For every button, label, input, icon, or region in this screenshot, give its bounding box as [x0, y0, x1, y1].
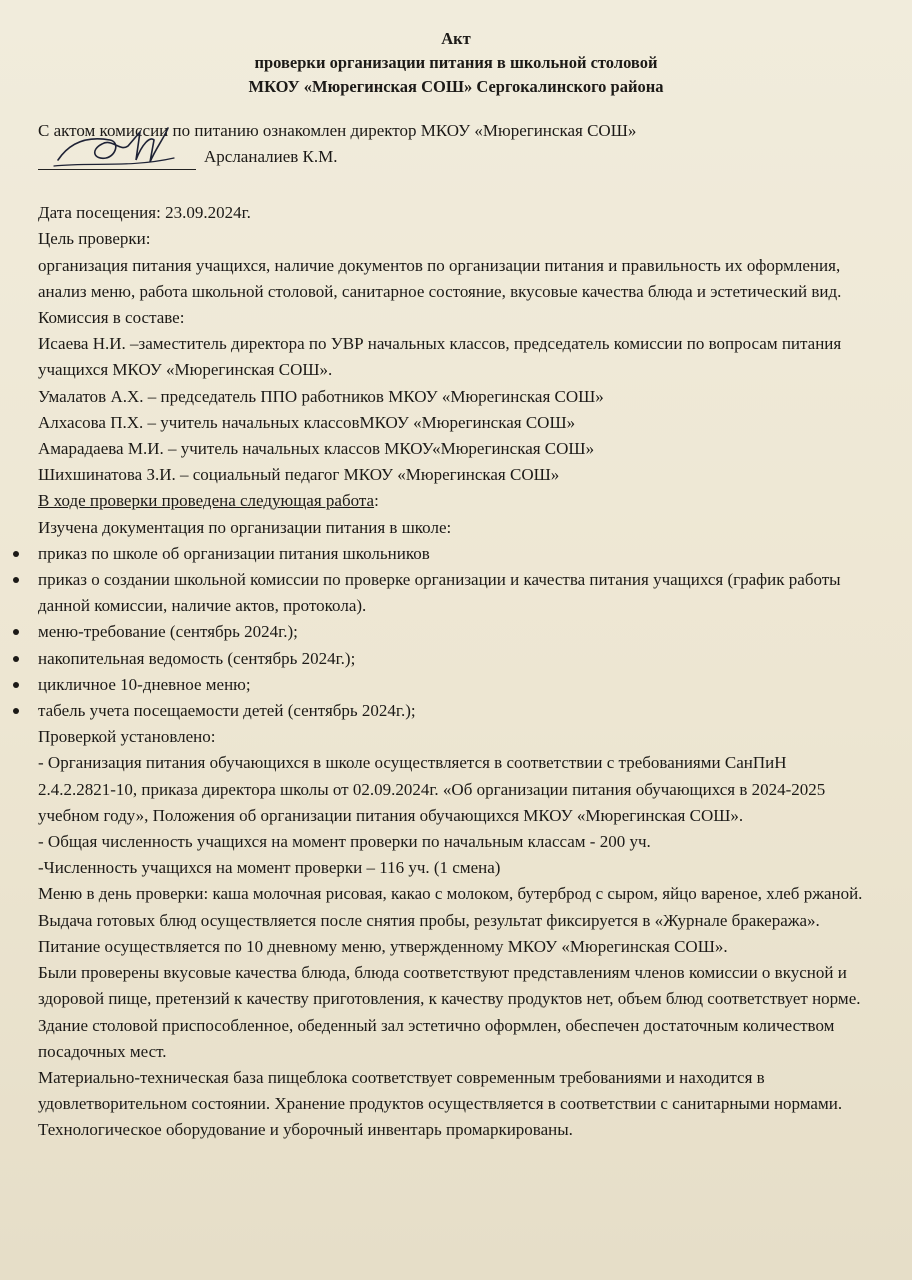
visit-date: Дата посещения: 23.09.2024г. — [38, 203, 251, 223]
documents-list — [38, 541, 868, 724]
finding-paragraph: - Общая численность учащихся на момент проверки по начальным классам - 200 уч. — [38, 832, 651, 852]
finding-paragraph: -Численность учащихся на момент проверки – 116 уч. (1 смена) — [38, 858, 501, 878]
acknowledgement-text: С актом комиссии по питанию ознакомлен директор МКОУ «Мюрегинская СОШ» — [38, 121, 637, 140]
commission-label: Комиссия в составе: — [38, 308, 185, 328]
bullet-icon — [13, 551, 19, 557]
docs-label: Изучена документация по организации питания в школе: — [38, 517, 452, 537]
list-item: табель учета посещаемости детей (сентябрь 2024г.); — [38, 698, 868, 724]
director-name: Арсланалиев К.М. — [204, 147, 338, 167]
finding-paragraph: Меню в день проверки: каша молочная рисовая, какао с молоком, бутерброд с сыром, яйцо вареное, хлеб ржаной. — [38, 884, 863, 904]
list-item: меню-требование (сентябрь 2024г.); — [38, 619, 868, 645]
list-item: накопительная ведомость (сентябрь 2024г.); — [38, 646, 868, 672]
finding-paragraph: Были проверены вкусовые качества блюда, блюда соответствуют представлениям членов комиссии о вкусной и здоровой пище, претензий к качеству приготовления, к качеству продуктов нет, объем блюд соответствует норме. — [38, 963, 861, 1009]
list-item: приказ по школе об организации питания школьников — [38, 541, 868, 567]
document-body — [38, 118, 868, 1144]
commission-member: Амарадаева М.И. – учитель начальных классов МКОУ«Мюрегинская СОШ» — [38, 439, 595, 459]
bullet-icon — [13, 577, 19, 583]
finding-paragraph: Выдача готовых блюд осуществляется после снятия пробы, результат фиксируется в «Журнале бракеража». Питание осуществляется по 10 дневному меню, утвержденному МКОУ «Мюрегинская СОШ». — [38, 910, 820, 956]
commission-member: Умалатов А.Х. – председатель ППО работников МКОУ «Мюрегинская СОШ» — [38, 386, 604, 406]
bullet-icon — [13, 708, 19, 714]
finding-paragraph: Материально-техническая база пищеблока соответствует современным требованиями и находится в удовлетворительном состоянии. Хранение продуктов осуществляется в соответствии с санитарными нормами. Технологическое оборудование и уборочный инвентарь промаркированы. — [38, 1067, 843, 1140]
list-item: цикличное 10-дневное меню; — [38, 672, 868, 698]
list-item: приказ о создании школьной комиссии по проверке организации и качества питания учащихся (график работы данной комиссии, наличие актов, протокола). — [38, 567, 868, 619]
signature-row — [38, 144, 868, 174]
bullet-icon — [13, 682, 19, 688]
commission-member: Шихшинатова З.И. – социальный педагог МКОУ «Мюрегинская СОШ» — [38, 465, 560, 485]
work-heading — [38, 488, 868, 514]
bullet-icon — [13, 656, 19, 662]
document-header — [0, 0, 912, 99]
finding-paragraph: Здание столовой приспособленное, обеденный зал эстетично оформлен, обеспечен достаточным количеством посадочных мест. — [38, 1015, 835, 1061]
doc-title: Акт — [441, 29, 471, 48]
handwritten-signature — [50, 122, 180, 176]
finding-paragraph: - Организация питания обучающихся в школе осуществляется в соответствии с требованиями СанПиН 2.4.2.2821-10, приказа директора школы от 02.09.2024г. «Об организации питания обучающихся в 2024-2025 учебном году», Положения об организации питания обучающихся МКОУ «Мюрегинская СОШ». — [38, 753, 826, 825]
doc-subtitle: проверки организации питания в школьной столовой — [254, 53, 658, 72]
goal-label: Цель проверки: — [38, 229, 151, 249]
bullet-icon — [13, 629, 19, 635]
commission-member: Исаева Н.И. –заместитель директора по УВР начальных классов, председатель комиссии по вопросам питания учащихся МКОУ «Мюрегинская СОШ». — [38, 334, 842, 380]
doc-organization: МКОУ «Мюрегинская СОШ» Сергокалинского района — [248, 77, 664, 96]
goal-text: организация питания учащихся, наличие документов по организации питания и правильность их оформления, анализ меню, работа школьной столовой, санитарное состояние, вкусовые качества блюда и эстетический вид. — [38, 255, 842, 301]
work-label: В ходе проверки проведена следующая работа — [38, 491, 375, 511]
work-colon: : — [374, 491, 379, 511]
findings-label: Проверкой установлено: — [38, 727, 216, 747]
commission-member: Алхасова П.Х. – учитель начальных классовМКОУ «Мюрегинская СОШ» — [38, 412, 576, 432]
